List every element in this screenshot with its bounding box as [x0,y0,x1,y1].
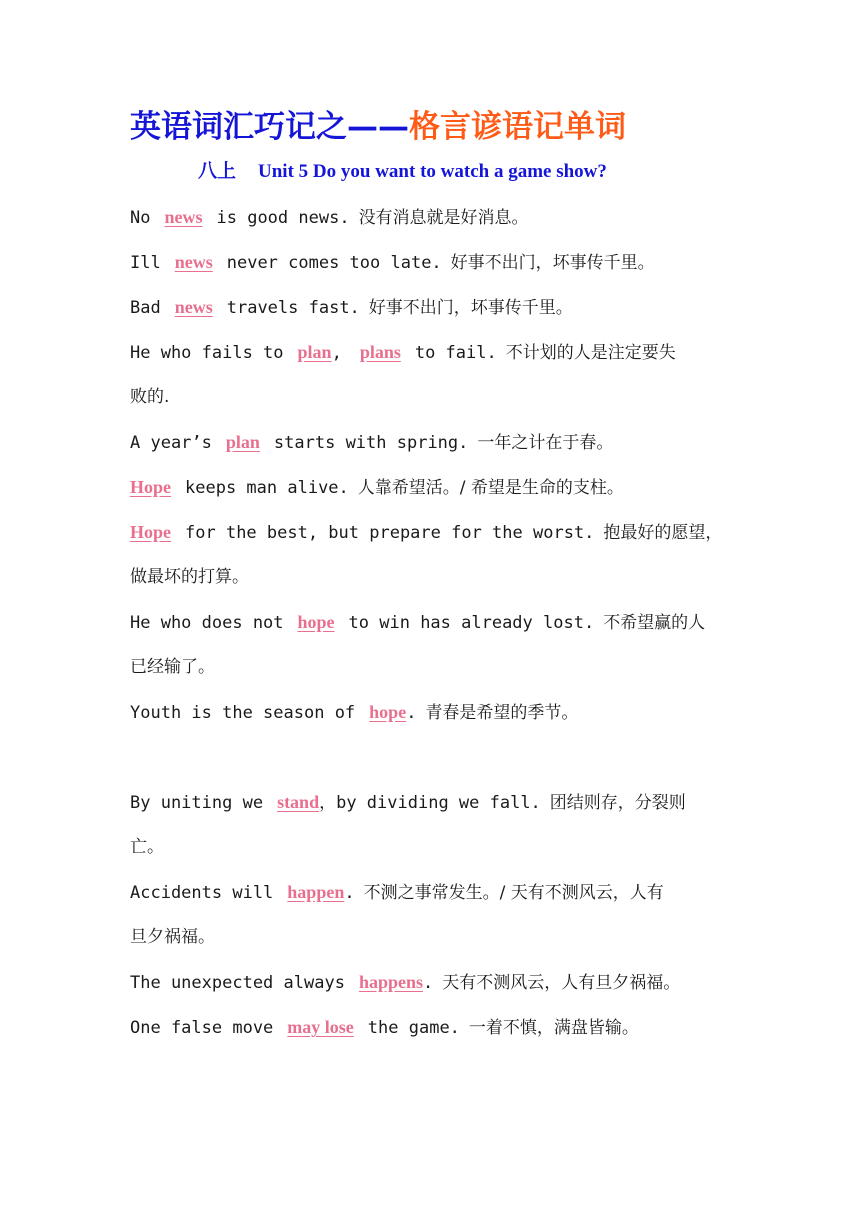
proverb-line [130,420,740,465]
proverb-text-after: ，by dividing we fall. [319,793,541,813]
proverb-line [130,285,740,330]
proverb-text-after: never comes too late. [226,253,442,273]
keyword: news [174,297,213,317]
document-subtitle [198,158,607,186]
keyword: hope [369,702,407,722]
proverb-line [130,510,740,555]
chinese-translation: 没有消息就是好消息。 [358,208,529,228]
proverb-text-after: for the best, but prepare for the worst. [185,523,595,543]
keyword: plan [297,342,332,362]
subtitle-grade: 八上 [198,161,237,182]
proverb-line-continued [130,825,740,870]
blank-line [130,735,740,780]
chinese-translation: 不希望赢的人 [603,613,706,633]
chinese-translation: 一着不慎，满盘皆输。 [468,1018,639,1038]
proverb-text-before: Youth is the season of [130,703,356,723]
proverb-line [130,600,740,645]
chinese-translation-continued: 败的. [130,387,170,407]
keyword: news [174,252,213,272]
proverb-text-after: the game. [367,1018,460,1038]
proverb-text-after: . [344,883,355,903]
proverb-text-before: By uniting we [130,793,264,813]
proverb-line [130,1005,740,1050]
proverb-list [130,195,740,1050]
keyword: happen [287,882,345,902]
chinese-translation-continued: 旦夕祸福。 [130,927,215,947]
proverb-text-before: No [130,208,151,228]
chinese-translation: 青春是希望的季节。 [425,703,579,723]
proverb-text-after: starts with spring. [273,433,469,453]
proverb-text-before: He who fails to [130,343,284,363]
chinese-translation-continued: 已经输了。 [130,657,215,677]
proverb-line-continued [130,915,740,960]
document-title [130,106,626,148]
proverb-line [130,465,740,510]
proverb-text-after: . [406,703,417,723]
proverb-text-after: keeps man alive. [185,478,349,498]
proverb-line [130,195,740,240]
proverb-line [130,330,740,375]
proverb-line-continued [130,645,740,690]
proverb-line-continued [130,555,740,600]
proverb-punct: , [331,343,342,363]
proverb-text-after: is good news. [216,208,350,228]
proverb-line [130,870,740,915]
proverb-text-after: . [422,973,434,993]
chinese-translation: 不测之事常发生。/ 天有不测风云，人有 [363,883,664,903]
proverb-line [130,780,740,825]
keyword: hope [297,612,335,632]
keyword: happens [358,972,423,992]
chinese-translation: 抱最好的愿望， [603,523,723,543]
chinese-translation: 团结则存，分裂则 [549,793,686,813]
keyword: may lose [287,1017,354,1037]
proverb-text-before: He who does not [130,613,284,633]
keyword: plan [225,432,260,452]
chinese-translation: 好事不出门，坏事传千里。 [368,298,573,318]
keyword: Hope [130,477,172,497]
chinese-translation-continued: 亡。 [130,837,164,857]
keyword: plans [359,342,401,362]
proverb-text-after: travels fast. [226,298,360,318]
proverb-line-continued [130,375,740,420]
chinese-translation: 天有不测风云，人有旦夕祸福。 [442,973,681,993]
proverb-line [130,960,740,1005]
subtitle-unit: Unit 5 Do you want to watch a game show? [258,161,607,182]
title-part-blue: 英语词汇巧记之—— [130,109,409,145]
proverb-text-before: One false move [130,1018,274,1038]
proverb-text-before: Ill [130,253,161,273]
proverb-text-before: Bad [130,298,161,318]
chinese-translation: 一年之计在于春。 [477,433,614,453]
proverb-text-before: A year’s [130,433,212,453]
chinese-translation: 不计划的人是注定要失 [505,343,676,363]
keyword: Hope [130,522,172,542]
title-part-orange: 格言谚语记单词 [409,109,626,145]
proverb-text-before: The unexpected always [130,973,345,993]
proverb-text-before: Accidents will [130,883,274,903]
keyword: stand [277,792,320,812]
keyword: news [164,207,203,227]
proverb-line [130,690,740,735]
chinese-translation-continued: 做最坏的打算。 [130,567,249,587]
proverb-text-after: to win has already lost. [348,613,595,633]
chinese-translation: 好事不出门，坏事传千里。 [450,253,655,273]
proverb-line [130,240,740,285]
proverb-text-after: to fail. [414,343,497,363]
chinese-translation: 人靠希望活。/ 希望是生命的支柱。 [357,478,624,498]
